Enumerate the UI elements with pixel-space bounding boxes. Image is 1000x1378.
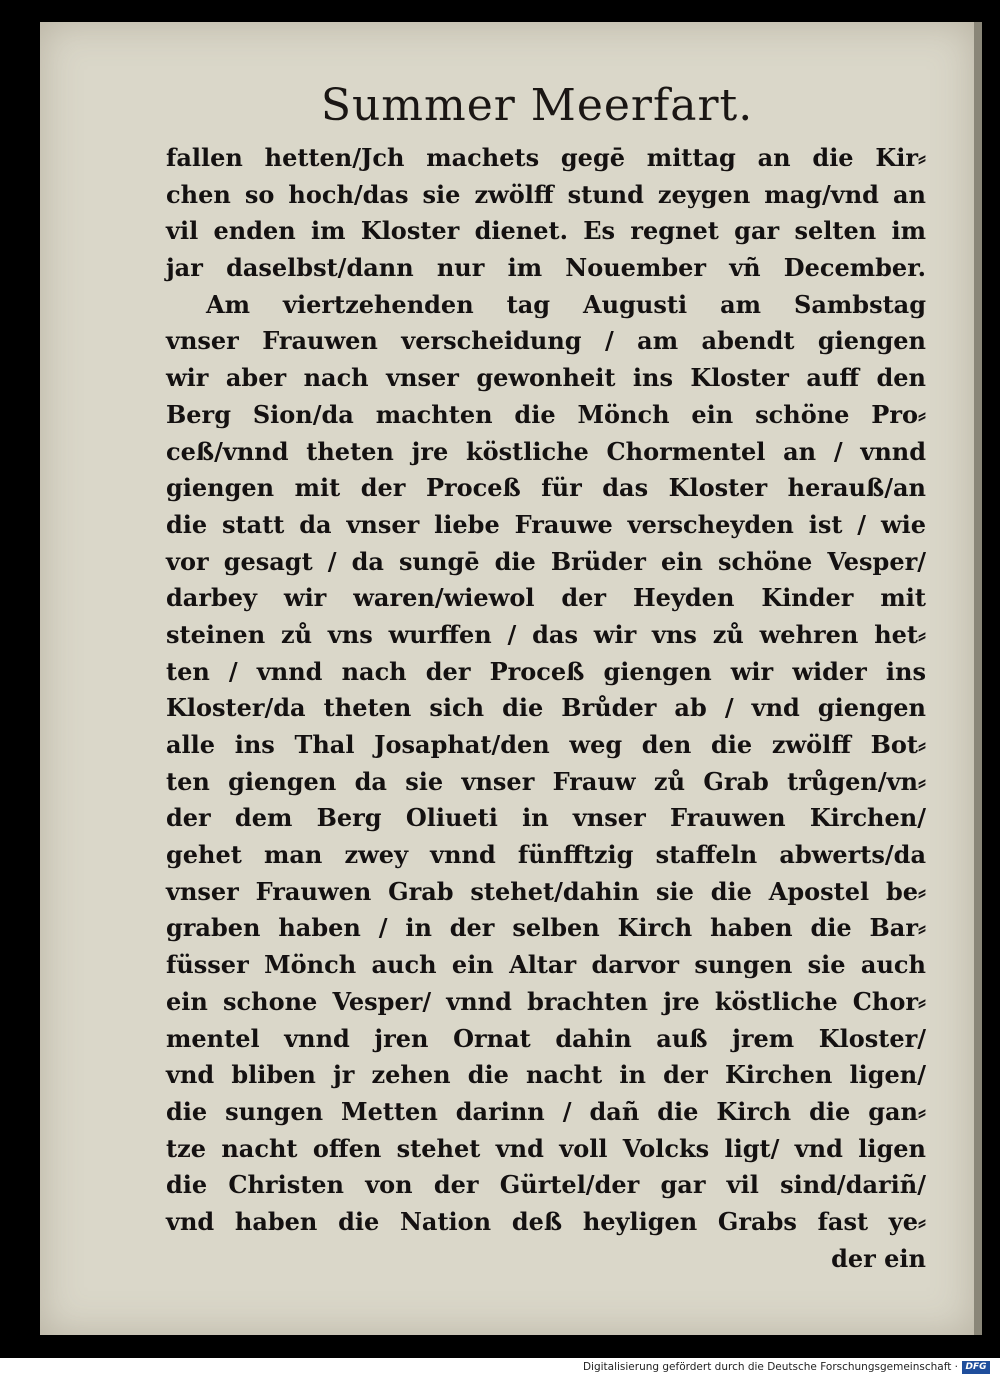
text-line: vor gesagt / da sungē die Brüder ein schöne Vesper/ <box>166 546 926 576</box>
text-line: mentel vnnd jren Ornat dahin auß jrem Kloster/ <box>166 1023 926 1053</box>
text-line: füsser Mönch auch ein Altar darvor sungen sie auch <box>166 950 926 980</box>
text-line: vil enden im Kloster dienet. Es regnet gar selten im <box>166 216 926 246</box>
text-line: der dem Berg Oliueti in vnser Frauwen Kirchen/ <box>166 803 926 833</box>
text-line: alle ins Thal Josaphat/den weg den die zwölff Bot⸗ <box>166 730 926 759</box>
catchword: der ein <box>831 1243 926 1273</box>
text-line: Kloster/da theten sich die Brůder ab / vnd giengen <box>166 693 926 723</box>
text-block <box>166 140 926 1277</box>
text-line: fallen hetten/Jch machets gegē mittag an die Kir⸗ <box>166 143 926 172</box>
text-line: die statt da vnser liebe Frauwe verscheyden ist / wie <box>166 509 926 539</box>
text-line: gehet man zwey vnnd fünfftzig staffeln abwerts/da <box>166 840 926 870</box>
text-line: ceß/vnnd theten jre köstliche Chormentel an / vnnd <box>166 436 926 466</box>
text-line: graben haben / in der selben Kirch haben die Bar⸗ <box>166 913 926 943</box>
text-line: Am viertzehenden tag Augusti am Sambstag <box>206 289 926 319</box>
document-page <box>40 22 974 1335</box>
running-heading: Summer Meerfart. <box>320 80 754 131</box>
text-line: ein schone Vesper/ vnnd brachten jre köstliche Chor⸗ <box>166 986 926 1016</box>
text-line: jar daselbst/dann nur im Nouember vñ December. <box>166 253 926 283</box>
text-line: ten giengen da sie vnser Frauw zů Grab trůgen/vn⸗ <box>166 766 926 796</box>
footer-bar <box>0 1358 1000 1378</box>
text-line: tze nacht offen stehet vnd voll Volcks ligt/ vnd ligen <box>166 1133 926 1163</box>
text-line: die sungen Metten darinn / dañ die Kirch die gan⸗ <box>166 1096 926 1126</box>
text-line: giengen mit der Proceß für das Kloster herauß/an <box>166 473 926 503</box>
text-line: darbey wir waren/wiewol der Heyden Kinder mit <box>166 583 926 613</box>
text-line: chen so hoch/das sie zwölff stund zeygen mag/vnd an <box>166 179 926 209</box>
text-line: vnd haben die Nation deß heyligen Grabs fast ye⸗ <box>166 1206 926 1236</box>
text-line: vnser Frauwen Grab stehet/dahin sie die Apostel be⸗ <box>166 876 926 906</box>
dfg-logo: DFG <box>962 1361 990 1374</box>
page-edge <box>974 22 982 1335</box>
funding-credit: Digitalisierung gefördert durch die Deutsche Forschungsgemeinschaft · <box>582 1361 958 1373</box>
text-line: vnser Frauwen verscheidung / am abendt giengen <box>166 326 926 356</box>
text-line: Berg Sion/da machten die Mönch ein schöne Pro⸗ <box>166 399 926 429</box>
text-line: steinen zů vns wurffen / das wir vns zů wehren het⸗ <box>166 619 926 649</box>
text-line: die Christen von der Gürtel/der gar vil sind/dariñ/ <box>166 1170 926 1200</box>
text-line: wir aber nach vnser gewonheit ins Kloster auff den <box>166 363 926 393</box>
text-line: ten / vnnd nach der Proceß giengen wir wider ins <box>166 656 926 686</box>
text-line: vnd bliben jr zehen die nacht in der Kirchen ligen/ <box>166 1060 926 1090</box>
